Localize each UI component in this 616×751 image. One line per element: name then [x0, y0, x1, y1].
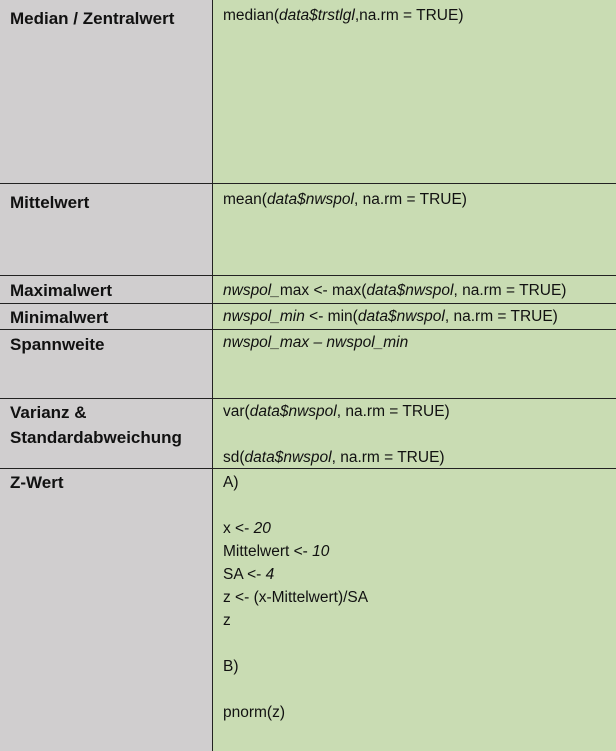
code-z-wert: [213, 469, 616, 751]
label-varianz: Varianz & Standardabweichung: [0, 399, 213, 469]
code-mittelwert: mean(data$nwspol, na.rm = TRUE): [213, 184, 616, 276]
label-median: Median / Zentralwert: [0, 0, 213, 184]
code-line-var: var(data$nwspol, na.rm = TRUE): [223, 403, 450, 420]
code-maximalwert: nwspol_max <- max(data$nwspol, na.rm = TRUE): [213, 276, 616, 304]
table-row-mittelwert: [0, 183, 616, 276]
table-row-varianz: [0, 398, 616, 469]
label-z-wert: Z-Wert: [0, 469, 213, 751]
code-line-a: A): [223, 474, 239, 491]
table-row-minimalwert: [0, 303, 616, 330]
code-minimalwert: nwspol_min <- min(data$nwspol, na.rm = TRUE): [213, 304, 616, 330]
code-line-sa: SA <- 4: [223, 566, 275, 583]
code-median: median(data$trstlgl,na.rm = TRUE): [213, 0, 616, 184]
table-row-z-wert: [0, 468, 616, 751]
code-line-mittelwert: Mittelwert <- 10: [223, 543, 330, 560]
code-varianz: [213, 399, 616, 469]
code-line-b: B): [223, 658, 239, 675]
label-spannweite: Spannweite: [0, 330, 213, 399]
code-spannweite: nwspol_max – nwspol_min: [213, 330, 616, 399]
code-line-sd: sd(data$nwspol, na.rm = TRUE): [223, 449, 445, 466]
label-minimalwert: Minimalwert: [0, 304, 213, 330]
code-line-x: x <- 20: [223, 520, 271, 537]
label-maximalwert: Maximalwert: [0, 276, 213, 304]
code-line-pnorm: pnorm(z): [223, 704, 286, 721]
table-row-median: [0, 0, 616, 184]
label-mittelwert: Mittelwert: [0, 184, 213, 276]
table-row-maximalwert: [0, 275, 616, 304]
table-row-spannweite: [0, 329, 616, 399]
code-line-z: z: [223, 612, 231, 629]
code-line-z-calc: z <- (x-Mittelwert)/SA: [223, 589, 369, 606]
